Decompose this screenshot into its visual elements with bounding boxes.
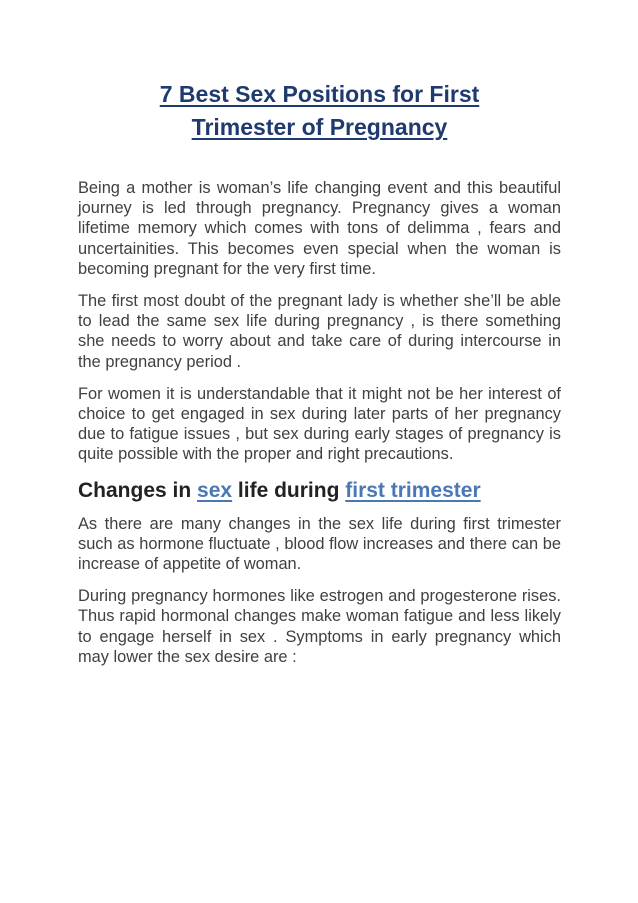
sex-link[interactable]: sex	[197, 478, 233, 502]
first-trimester-link[interactable]: first trimester	[345, 478, 481, 502]
doubt-paragraph: The first most doubt of the pregnant lady is whether she’ll be able to lead the same sex life during pregnancy , is there something she needs to worry about and take care of during intercourse in the pregnancy period .	[78, 292, 561, 371]
section-heading-part-2: life during	[232, 478, 346, 502]
title-line-1: 7 Best Sex Positions for First	[159, 81, 480, 107]
section-heading	[78, 476, 561, 506]
hormones-paragraph: During pregnancy hormones like estrogen and progesterone rises. Thus rapid hormonal changes make woman fatigue and less likely to engage herself in sex . Symptoms in early pregnancy which may lower the sex desire are :	[78, 587, 561, 666]
early-stage-paragraph: For women it is understandable that it might not be her interest of choice to get engaged in sex during later parts of her pregnancy due to fatigue issues , but sex during early stages of pregnancy is quite possible with the proper and right precautions.	[78, 384, 561, 464]
document-page	[78, 0, 561, 667]
intro-paragraph: Being a mother is woman’s life changing event and this beautiful journey is led through pregnancy. Pregnancy gives a woman lifetime memory which comes with tons of delimma , fears and uncertainities. This becomes even special when the woman is becoming pregnant for the very first time.	[78, 179, 561, 278]
section-heading-part-1: Changes in	[78, 478, 198, 502]
changes-paragraph: As there are many changes in the sex life during first trimester such as hormone fluctuate , blood flow increases and there can be increase of appetite of woman.	[78, 514, 561, 574]
page-title	[78, 78, 561, 144]
title-line-2: Trimester of Pregnancy	[191, 114, 448, 140]
